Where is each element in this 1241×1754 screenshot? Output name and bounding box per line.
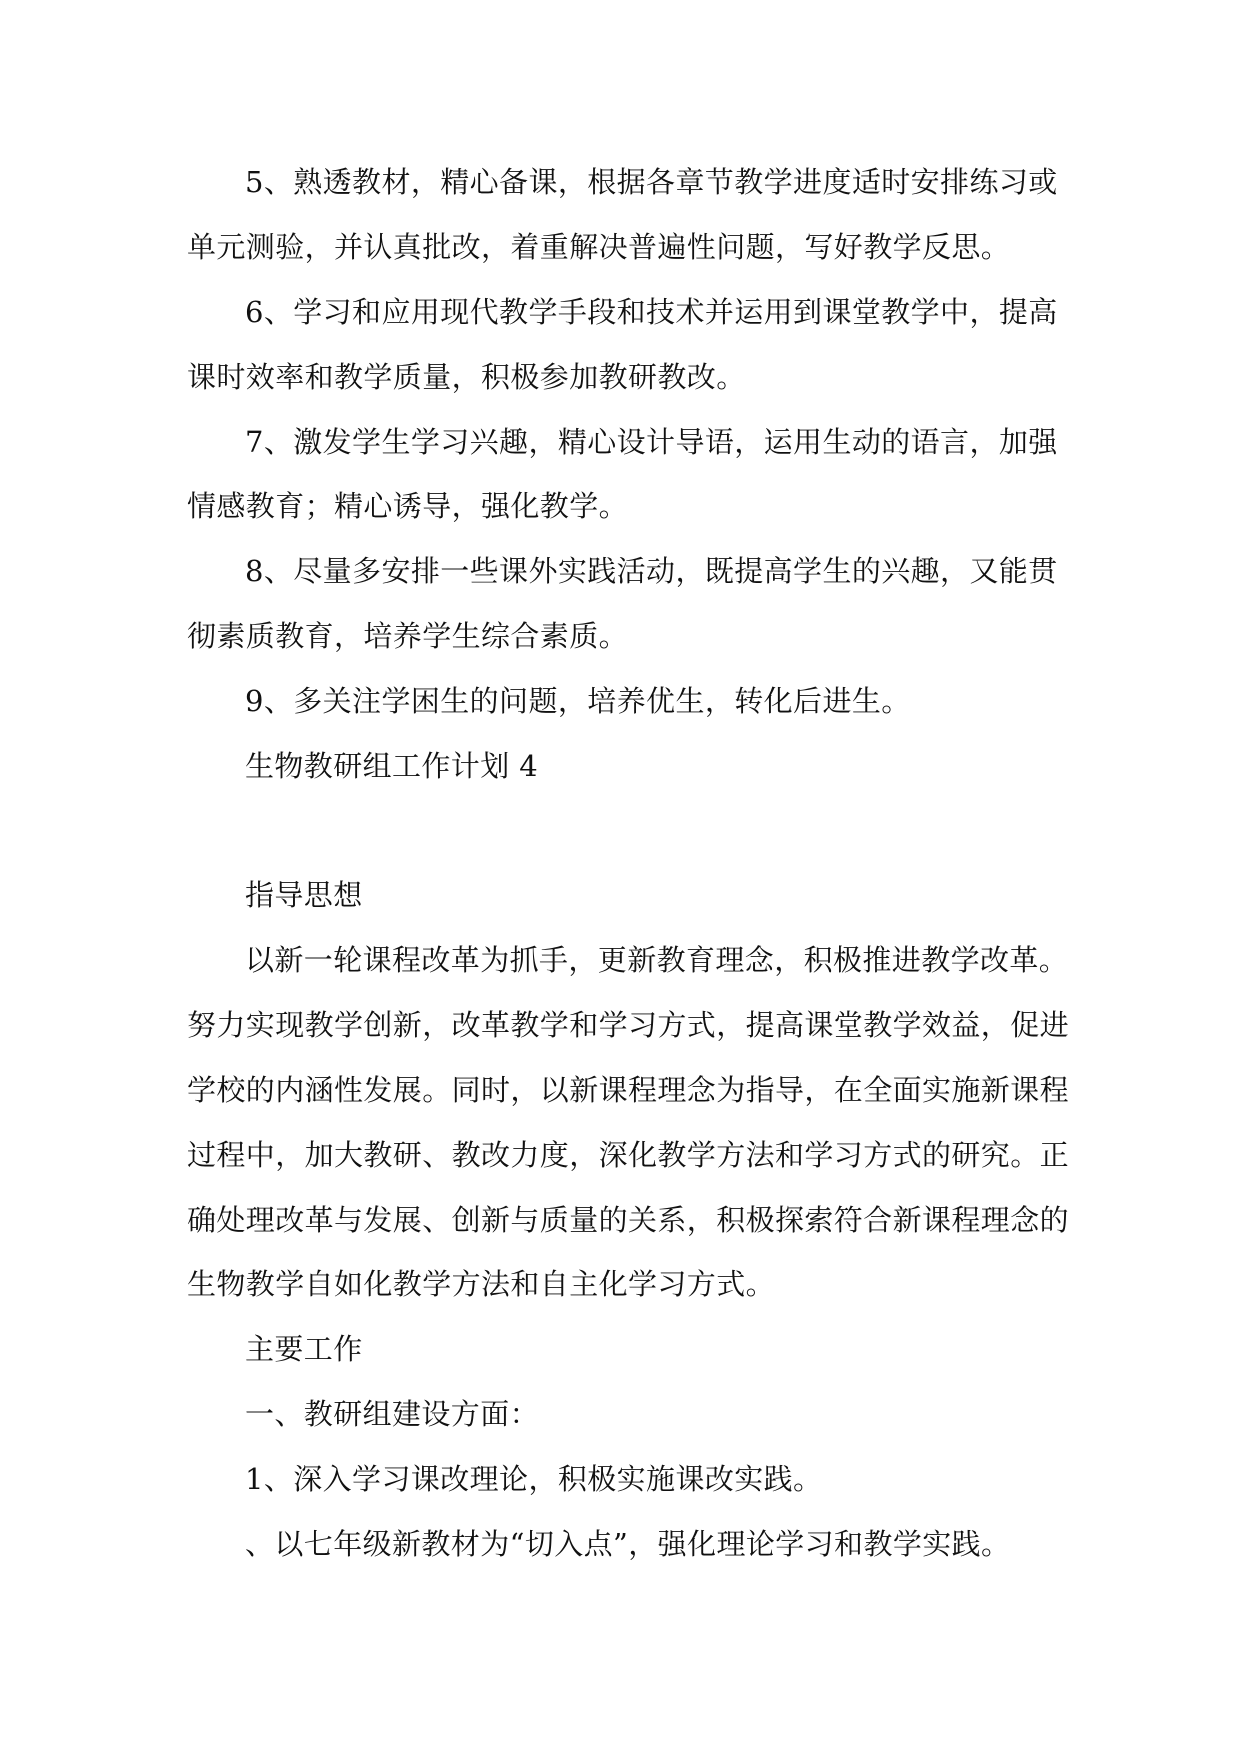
subheading-team-building: 一、教研组建设方面： [245,1397,540,1431]
body-paragraph-line-2: 努力实现教学创新，改革教学和学习方式，提高课堂教学效益，促进 [187,1008,1070,1042]
body-paragraph-line-5: 确处理改革与发展、创新与质量的关系，积极探索符合新课程理念的 [187,1203,1070,1237]
body-paragraph-line-4: 过程中，加大教研、教改力度，深化教学方法和学习方式的研究。正 [187,1138,1070,1172]
heading-guiding-ideology: 指导思想 [245,878,363,912]
body-paragraph-line-3: 学校的内涵性发展。同时，以新课程理念为指导，在全面实施新课程 [187,1073,1070,1107]
paragraph-9: 9、多关注学困生的问题，培养优生，转化后进生。 [245,684,911,718]
paragraph-5-line-1: 5、熟透教材，精心备课，根据各章节教学进度适时安排练习或 [245,165,1058,199]
heading-main-work: 主要工作 [245,1332,363,1366]
body-paragraph-line-1: 以新一轮课程改革为抓手，更新教育理念，积极推进教学改革。 [245,943,1069,977]
paragraph-6-line-2: 课时效率和教学质量，积极参加教研教改。 [187,360,746,394]
paragraph-7-line-2: 情感教育；精心诱导，强化教学。 [187,489,629,523]
body-paragraph-line-6: 生物教学自如化教学方法和自主化学习方式。 [187,1267,776,1301]
paragraph-8-line-1: 8、尽量多安排一些课外实践活动，既提高学生的兴趣，又能贯 [245,554,1058,588]
section-title: 生物教研组工作计划 4 [245,749,539,783]
paragraph-8-line-2: 彻素质教育，培养学生综合素质。 [187,619,629,653]
paragraph-7-line-1: 7、激发学生学习兴趣，精心设计导语，运用生动的语言，加强 [245,425,1058,459]
list-item-1: 1、深入学习课改理论，积极实施课改实践。 [245,1462,823,1496]
paragraph-5-line-2: 单元测验，并认真批改，着重解决普遍性问题，写好教学反思。 [187,230,1011,264]
paragraph-6-line-1: 6、学习和应用现代教学手段和技术并运用到课堂教学中，提高 [245,295,1058,329]
list-item-2: 、以七年级新教材为“切入点”，强化理论学习和教学实践。 [245,1527,1011,1561]
